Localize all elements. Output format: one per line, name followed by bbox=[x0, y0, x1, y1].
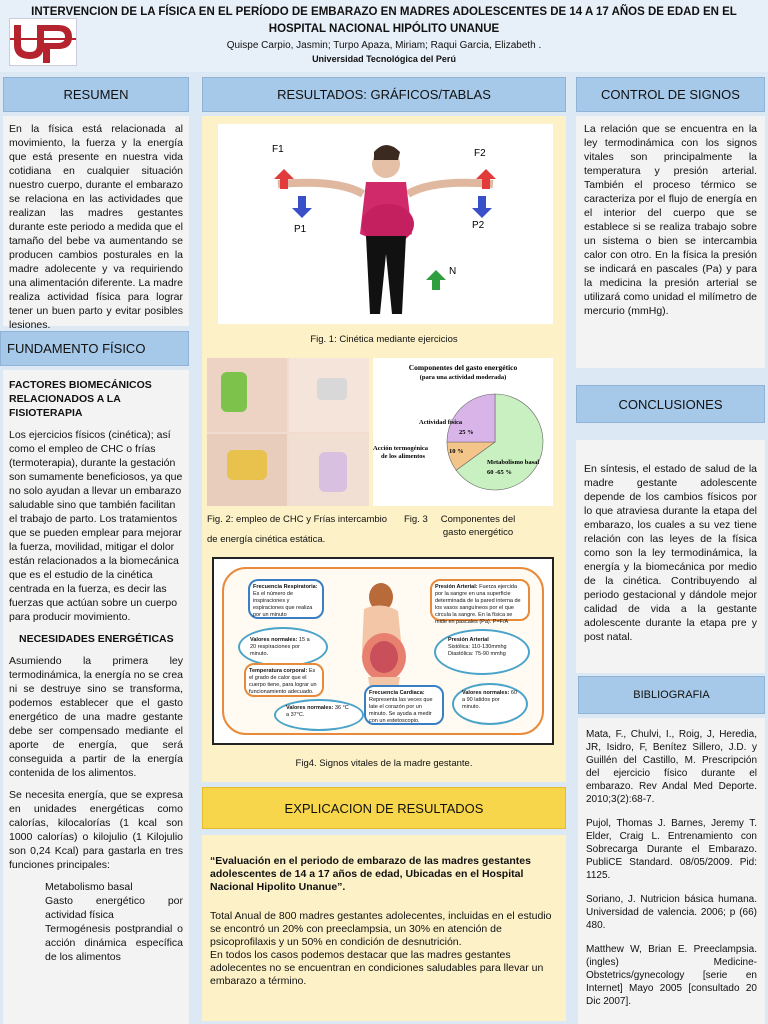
explicacion-paragraph-2: En todos los casos podemos destacar que las madres gestantes adolecentes no se encuentran en condiciones saludables para llevar un embarazo a término. bbox=[210, 949, 544, 987]
fig4-card-presion-arterial bbox=[430, 579, 530, 625]
fig4-card-temperatura bbox=[244, 663, 324, 697]
fig4-text: 36 °C a 37°C. bbox=[286, 705, 349, 718]
fundamento-subheading-factores: FACTORES BIOMECÁNICOS RELACIONADOS A LA FISIOTERAPIA bbox=[9, 379, 152, 419]
resumen-body: En la física está relacionada al movimiento, la fuerza y la energía que está presente en nuestra vida cotidiana en cualquier situación nuestro cuerpo, durante el embarazo se relaciona en las actividades que realizan las madres gestantes durante este periodo a medida que el tamaño del bebe va aumentando se producen cambios posturales en la madre adolecente y va requiriendo una alimentación diferente. La madre realiza actividad física para lograr tener un buen parto y evitar posibles lesiones. bbox=[9, 123, 183, 331]
explicacion-paragraph-1: Total Anual de 800 madres gestantes adolecentes, incluidas en el estudio se encontró un 20% con preeclampsia, un 30% en atención de psicoprofilaxis y un 50% en condición de desnutrición. bbox=[210, 910, 552, 948]
fig4-cloud-presion-valores bbox=[434, 629, 530, 675]
conclusiones-heading: CONCLUSIONES bbox=[576, 385, 765, 423]
conclusiones-body: En síntesis, el estado de salud de la madre gestante adolescente depende de los cambios físicos por lo que atraviesa durante la etapa del embarazo, los cuales a su vez tiene relación con las leyes de la física como son la ley termodinámica, la energía y la biomecánica por medio de la cinética. Contribuyendo al periodo gestacional y dándole mejor calidad de vida a la gestante adolescente durante la etapa pre y post natal. bbox=[584, 463, 757, 643]
fig4-text: Frecuencia Cardiaca: bbox=[369, 690, 425, 696]
fig4-text: Es el número de inspiraciones y espiraciones que realiza por un minuto bbox=[253, 591, 313, 618]
pie-value-metabolismo: 60 -65 % bbox=[487, 469, 512, 476]
fig3-pie-chart bbox=[373, 358, 553, 506]
fig4-text: Diastólica: 75-90 mmhg bbox=[448, 651, 506, 657]
fig1-caption: Fig. 1: Cinética mediante ejercicios bbox=[310, 334, 458, 345]
pie-label-accion-2: de los alimentos bbox=[381, 453, 426, 460]
fig4-text: Valores normales: bbox=[250, 637, 298, 643]
fig4-pregnant-woman-image bbox=[344, 581, 418, 701]
list-item: Metabolismo basal bbox=[45, 881, 133, 893]
bibliografia-panel bbox=[578, 718, 765, 1024]
explicacion-heading: EXPLICACION DE RESULTADOS bbox=[202, 787, 566, 829]
pie-value-actividad: 25 % bbox=[459, 429, 474, 436]
fundamento-paragraph-2: Asumiendo la primera ley termodinámica, la energía no se crea ni se destruye sino se transforma, podemos establecer que el gasto energético de una madre gestante debe ser compensado mediante el aporte de energía, que será conseguida a partir de la energía contenida de los alimentos. bbox=[9, 655, 183, 779]
fig1-label-p2: P2 bbox=[472, 220, 485, 231]
fig4-text: Presión Arterial bbox=[448, 637, 489, 643]
fig2-caption-line2: de energía cinética estática. bbox=[207, 534, 326, 545]
fig4-text: 60 a 90 latidos por minuto. bbox=[462, 690, 518, 710]
fundamento-paragraph-1: Los ejercicios físicos (cinética); así como el empleo de CHC o frías (termoterapia), durante la gestación son sumamente beneficiosos, ya que no solo ayudan a llevar un embarazo saludable sino que también facilitan el trabajo de parto. Los tratamientos que se pueden emplear para mejorar la fuerza, movilidad, mitigar el dolor están relacionados a la biomecánica que es el estudio de la cinética centrada en la fuerza, es decir las fuerzas que actúan sobre un cuerpo para producir movimiento. bbox=[9, 429, 183, 623]
bibliografia-heading: BIBLIOGRAFIA bbox=[578, 676, 765, 714]
fig4-text: Sistólica: 110-130mmhg bbox=[448, 644, 507, 650]
explicacion-panel bbox=[202, 835, 566, 1021]
fig1-label-f2: F2 bbox=[474, 148, 486, 159]
fig1-label-n: N bbox=[449, 266, 457, 277]
control-panel bbox=[576, 116, 765, 368]
fig4-cloud-valores-temperatura bbox=[274, 699, 364, 731]
fig4-text: 15 a 20 respiraciones por minuto. bbox=[250, 637, 310, 657]
fig4-text: Presión Arterial: bbox=[435, 584, 478, 590]
bibliografia-ref: Pujol, Thomas J. Barnes, Jeremy T. Elder, Craig L. Entrenamiento con Sobrecarga Durante el Embarazo. PubliCE Standard. 08/05/2009. Pid: 1125. bbox=[586, 818, 757, 881]
pie-label-accion-1: Acción termogénica bbox=[373, 445, 429, 452]
fig4-vital-signs-diagram bbox=[212, 557, 554, 745]
resumen-panel bbox=[3, 116, 189, 331]
bibliografia-ref: Matthew W, Brian E. Preeclampsia. (ingles) Medicine-Obstetrics/gynecology [serie en Internet] Mayo 2005 [consultado 20 Dic 2007]. bbox=[586, 944, 757, 1007]
university-name: Universidad Tecnológica del Perú bbox=[312, 54, 456, 64]
fundamento-paragraph-3: Se necesita energía, que se expresa en unidades energéticas como calorías, kilocalorías (1 kcal son 1000 calorías) o kilojulio (1 Kilojulio son 0,24 Kcal) para gastarla en tres funciones principales: bbox=[9, 789, 183, 871]
fig1-exercise-image bbox=[218, 124, 553, 324]
fundamento-subheading-energia: NECESIDADES ENERGÉTICAS bbox=[19, 633, 174, 645]
fig4-text: Valores normales: bbox=[286, 705, 334, 711]
fig2-caption-line1: Fig. 2: empleo de CHC y Frías intercambio bbox=[207, 514, 388, 525]
pie-label-actividad: Actividad física bbox=[419, 419, 463, 426]
fig4-card-frecuencia-respiratoria bbox=[248, 579, 324, 619]
fig1-label-f1: F1 bbox=[272, 144, 284, 155]
fig4-cloud-valores-respiracion bbox=[238, 627, 328, 667]
bibliografia-ref: Mata, F., Chulvi, I., Roig, J, Heredia, JR, Isidro, F, Benítez Sillero, J.D. y Guillén del Castillo, M. Prescripción del ejercicio físico durante el embarazo. Rev Andal Med Deporte. 2010;3(2):68-7. bbox=[586, 729, 757, 805]
resultados-heading: RESULTADOS: GRÁFICOS/TABLAS bbox=[202, 77, 566, 112]
list-item: Termogénesis postprandial o acción dinámica específica de los alimentos bbox=[45, 923, 183, 963]
fig3-caption: Componentes del gasto energético bbox=[440, 514, 516, 538]
pie-chart-svg bbox=[373, 358, 553, 506]
fig4-cloud-valores-cardiaca bbox=[452, 683, 528, 725]
pie-label-metabolismo: Metabolismo basal bbox=[487, 459, 540, 466]
fig4-text: Temperatura corporal: bbox=[249, 668, 308, 674]
authors: Quispe Carpio, Jasmin; Turpo Apaza, Miriam; Raqui Garcia, Elizabeth . bbox=[226, 40, 542, 51]
fundamento-heading: FUNDAMENTO FÍSICO bbox=[0, 331, 189, 366]
pie-chart-subtitle: (para una actividad moderada) bbox=[419, 374, 507, 381]
poster-title: INTERVENCION DE LA FÍSICA EN EL PERÍODO DE EMBARAZO EN MADRES ADOLESCENTES DE 14 A 17 AÑOS DE EDAD EN EL HOSPITAL NACIONAL HIPÓLITO UNANUE bbox=[31, 6, 737, 35]
list-item: Gasto energético por actividad física bbox=[45, 895, 183, 921]
control-heading: CONTROL DE SIGNOS bbox=[576, 77, 765, 112]
fig1-label-p1: P1 bbox=[294, 224, 307, 235]
fig4-text: Fuerza ejercida por la sangre en una superficie determinada de la pared interna de los vasos sanguíneos por el que circula la sangre. En la física se mide en pascales (Pa). P=F/A bbox=[435, 584, 521, 625]
fig4-text: Representa las veces que late el corazón por un minuto. Se ayuda a medir con un estetoscopio. bbox=[369, 697, 433, 724]
explicacion-quote: “Evaluación en el periodo de embarazo de las madres gestantes adolescentes de 14 a 17 años de edad, Ubicadas en el Hospital Nacional Hipolito Unanue”. bbox=[210, 855, 531, 893]
fig4-caption: Fig4. Signos vitales de la madre gestante. bbox=[295, 758, 473, 769]
pie-chart-title: Componentes del gasto energético bbox=[408, 363, 518, 372]
bibliografia-ref: Soriano, J. Nutricion básica humana. Universidad de valencia. 2006; p (66) 480. bbox=[586, 894, 757, 931]
fig4-text: Valores normales: bbox=[462, 690, 510, 696]
control-body: La relación que se encuentra en la ley termodinámica con los signos vitales son principalmente la temperatura y presión arterial. También el proceso térmico se caracteriza por el flujo de energía en el interior del cuerpo que se establece si se realiza trabajo sobre un sistema o bien se intercambia calor con otro. En la física la presión se indicará en pascales (Pa) y para la medicina la presión arterial se utilizará como unidad el milímetro de mercurio (mmHg). bbox=[584, 123, 757, 317]
fundamento-panel bbox=[3, 370, 189, 1024]
fig3-label: Fig. 3 bbox=[404, 514, 428, 525]
fig4-card-frecuencia-cardiaca bbox=[364, 685, 444, 725]
conclusiones-panel bbox=[576, 440, 765, 673]
pie-value-accion: 10 % bbox=[449, 448, 464, 455]
resumen-heading: RESUMEN bbox=[3, 77, 189, 112]
fig2-therapy-image bbox=[207, 358, 369, 506]
fig4-text: Es el grado de calor que el cuerpo tiene, para lograr un funcionamiento adecuado. bbox=[249, 668, 317, 695]
fig4-text: Frecuencia Respiratoria: bbox=[253, 584, 318, 590]
